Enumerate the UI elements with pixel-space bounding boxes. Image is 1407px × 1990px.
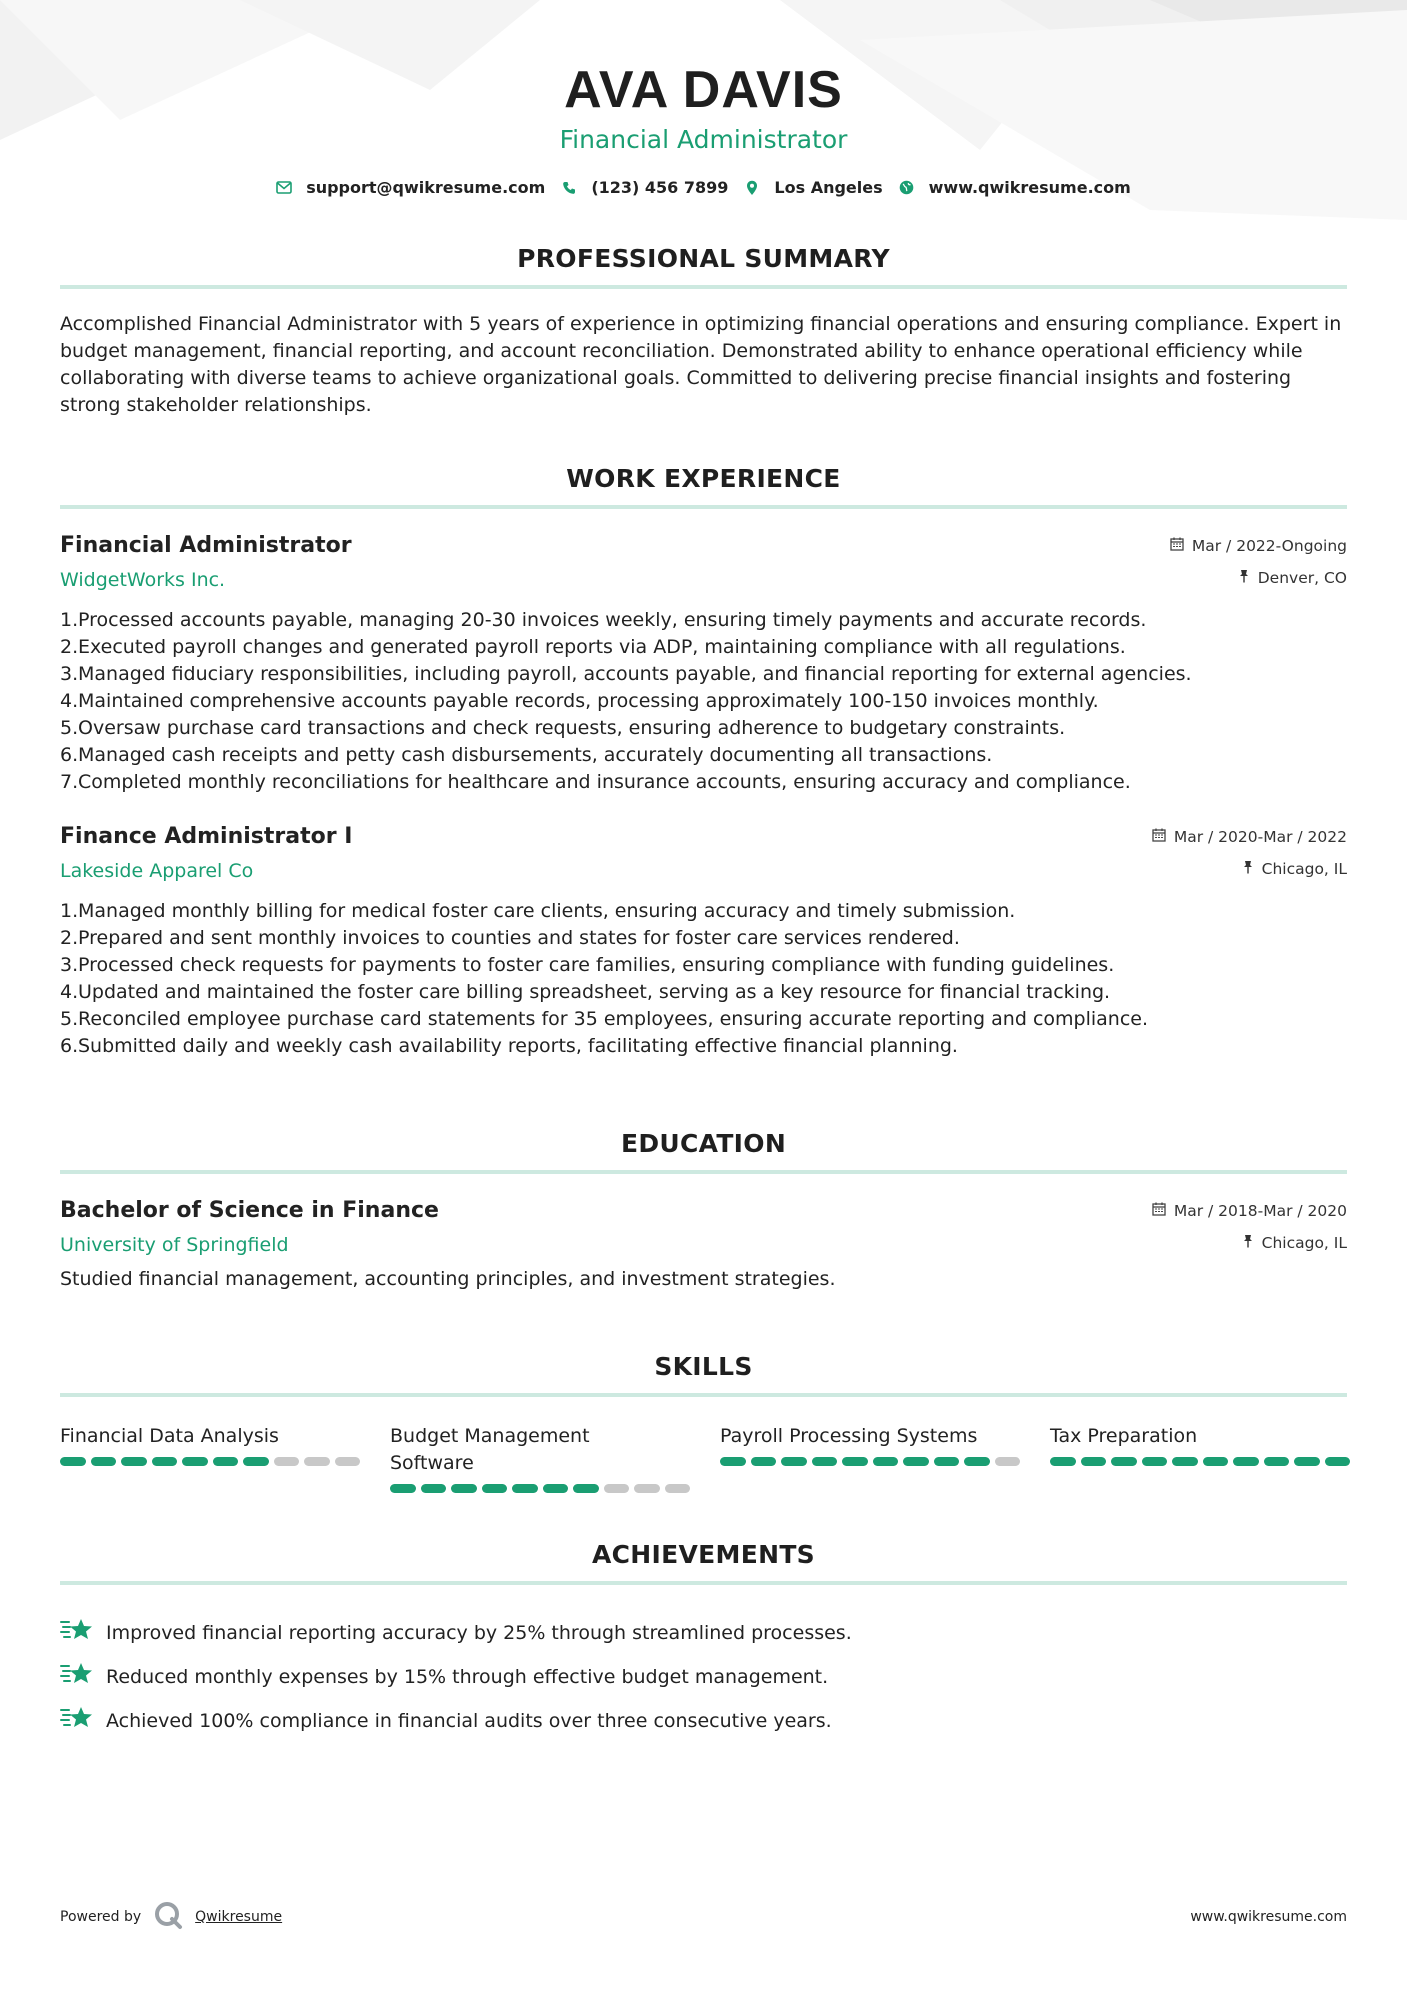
resume-header — [60, 0, 1347, 197]
skills-grid — [60, 1423, 1347, 1493]
skill-item — [1050, 1423, 1350, 1493]
job-title: Financial Administrator — [60, 533, 352, 558]
list-item: 6. Managed cash receipts and petty cash disbursements, accurately documenting all transactions. — [60, 744, 993, 766]
list-item: 6. Submitted daily and weekly cash availability reports, facilitating effective financial planning. — [60, 1035, 958, 1057]
achievement-item: Achieved 100% compliance in financial audits over three consecutive years. — [60, 1699, 1347, 1743]
qwikresume-link[interactable]: Qwikresume — [195, 1909, 283, 1925]
pin-icon — [1238, 567, 1250, 589]
contact-email[interactable]: support@qwikresume.com — [306, 178, 546, 197]
skill-dot-filled — [751, 1457, 777, 1466]
section-divider — [60, 1393, 1347, 1397]
skill-dot-filled — [60, 1457, 86, 1466]
skill-dot-empty — [274, 1457, 300, 1466]
skill-dot-filled — [512, 1484, 538, 1493]
skill-dot-filled — [390, 1484, 416, 1493]
skill-item — [390, 1423, 690, 1493]
list-item: 1. Processed accounts payable, managing 20-30 invoices weekly, ensuring timely payments and accurate records. — [60, 609, 1147, 631]
education-description: Studied financial management, accounting principles, and investment strategies. — [60, 1268, 836, 1290]
job-title: Finance Administrator I — [60, 824, 353, 849]
contact-phone[interactable]: (123) 456 7899 — [591, 178, 729, 197]
job-bullets — [60, 607, 1347, 796]
skill-dot-filled — [421, 1484, 447, 1493]
contact-bar — [60, 178, 1347, 197]
achievement-item: Reduced monthly expenses by 15% through effective budget management. — [60, 1655, 1347, 1699]
section-divider — [60, 1581, 1347, 1585]
skill-dot-filled — [451, 1484, 477, 1493]
pin-icon — [1242, 858, 1254, 880]
skill-dot-filled — [573, 1484, 599, 1493]
list-item: 2. Prepared and sent monthly invoices to counties and states for foster care services rendered. — [60, 927, 960, 949]
skill-dot-empty — [335, 1457, 361, 1466]
candidate-title: Financial Administrator — [559, 125, 848, 154]
skill-name: Payroll Processing Systems — [720, 1425, 978, 1447]
skill-dot-filled — [243, 1457, 269, 1466]
school-name: University of Springfield — [60, 1234, 289, 1256]
summary-section — [60, 243, 1347, 419]
skill-dot-empty — [995, 1457, 1021, 1466]
skill-dot-filled — [121, 1457, 147, 1466]
skill-dot-filled — [964, 1457, 990, 1466]
achievement-item: Improved financial reporting accuracy by 25% through streamlined processes. — [60, 1611, 1347, 1655]
skill-rating — [720, 1457, 1020, 1466]
skill-dot-filled — [1081, 1457, 1107, 1466]
education-location: Chicago, IL — [1261, 1234, 1347, 1252]
education-section — [60, 1128, 1347, 1293]
section-title-summary: PROFESSIONAL SUMMARY — [517, 244, 890, 273]
list-item: 4. Updated and maintained the foster care billing spreadsheet, serving as a key resource for financial tracking. — [60, 981, 1111, 1003]
skill-dot-empty — [634, 1484, 660, 1493]
list-item: 7. Completed monthly reconciliations for healthcare and insurance accounts, ensuring accuracy and compliance. — [60, 771, 1131, 793]
skill-dot-filled — [842, 1457, 868, 1466]
job-company: Lakeside Apparel Co — [60, 860, 254, 882]
list-item: 2. Executed payroll changes and generated payroll reports via ADP, maintaining compliance with all regulations. — [60, 636, 1126, 658]
skill-name: Budget Management Software — [390, 1425, 590, 1474]
skill-rating — [1050, 1457, 1350, 1466]
job-bullets — [60, 898, 1347, 1060]
job-location: Chicago, IL — [1261, 860, 1347, 878]
skill-dot-filled — [903, 1457, 929, 1466]
powered-by-label: Powered by — [60, 1909, 142, 1925]
job-dates: Mar / 2022-Ongoing — [1191, 537, 1347, 555]
skill-dot-filled — [152, 1457, 178, 1466]
list-item: 5. Oversaw purchase card transactions and check requests, ensuring adherence to budgetary constraints. — [60, 717, 1066, 739]
list-item: 3. Managed fiduciary responsibilities, including payroll, accounts payable, and financial reporting for external agencies. — [60, 663, 1192, 685]
skill-dot-filled — [720, 1457, 746, 1466]
globe-icon — [899, 180, 915, 196]
skill-dot-filled — [812, 1457, 838, 1466]
star-icon — [60, 1660, 94, 1694]
skill-dot-filled — [213, 1457, 239, 1466]
qwikresume-logo-icon — [153, 1900, 183, 1934]
list-item: 3. Processed check requests for payments to foster care families, ensuring compliance with funding guidelines. — [60, 954, 1115, 976]
summary-text: Accomplished Financial Administrator with 5 years of experience in optimizing financial operations and ensuring compliance. Expert in budget management, financial reporting, and account reconciliation. Demonstrated ability to enhance operational efficiency while collaborating with diverse teams to achieve organizational goals. Committed to delivering precise financial insights and fostering strong stakeholder relationships. — [60, 313, 1342, 416]
skill-dot-filled — [1203, 1457, 1229, 1466]
skill-dot-filled — [91, 1457, 117, 1466]
section-divider — [60, 505, 1347, 509]
list-item: 4. Maintained comprehensive accounts payable records, processing approximately 100-150 invoices monthly. — [60, 690, 1099, 712]
education-entry — [60, 1196, 1347, 1293]
contact-website[interactable]: www.qwikresume.com — [928, 178, 1131, 197]
skill-dot-empty — [665, 1484, 691, 1493]
skill-item — [720, 1423, 1020, 1493]
skill-dot-filled — [1172, 1457, 1198, 1466]
section-title-achievements: ACHIEVEMENTS — [592, 1540, 815, 1569]
skill-dot-filled — [1264, 1457, 1290, 1466]
degree-title: Bachelor of Science in Finance — [60, 1198, 439, 1223]
skill-dot-filled — [543, 1484, 569, 1493]
education-dates: Mar / 2018-Mar / 2020 — [1173, 1202, 1347, 1220]
job-company: WidgetWorks Inc. — [60, 569, 226, 591]
map-pin-icon — [744, 180, 760, 196]
achievements-list — [60, 1611, 1347, 1743]
skill-rating — [390, 1484, 690, 1493]
section-title-skills: SKILLS — [654, 1352, 753, 1381]
skill-dot-empty — [304, 1457, 330, 1466]
skill-item — [60, 1423, 360, 1493]
skill-dot-empty — [604, 1484, 630, 1493]
envelope-icon — [276, 180, 292, 196]
calendar-icon — [1170, 535, 1184, 557]
candidate-name: AVA DAVIS — [564, 61, 843, 119]
skill-dot-filled — [1142, 1457, 1168, 1466]
list-item: 1. Managed monthly billing for medical foster care clients, ensuring accuracy and timely submission. — [60, 900, 1016, 922]
skill-dot-filled — [934, 1457, 960, 1466]
section-title-experience: WORK EXPERIENCE — [566, 464, 841, 493]
skill-dot-filled — [1050, 1457, 1076, 1466]
list-item: 5. Reconciled employee purchase card statements for 35 employees, ensuring accurate reporting and compliance. — [60, 1008, 1149, 1030]
job-entry — [60, 822, 1347, 1060]
page-footer — [60, 1900, 1347, 1934]
skill-name: Tax Preparation — [1050, 1425, 1198, 1447]
skill-dot-filled — [1111, 1457, 1137, 1466]
skill-dot-filled — [1294, 1457, 1320, 1466]
skill-dot-filled — [1233, 1457, 1259, 1466]
star-icon — [60, 1704, 94, 1738]
pin-icon — [1242, 1232, 1254, 1254]
experience-section — [60, 463, 1347, 1060]
skill-dot-filled — [1325, 1457, 1351, 1466]
section-divider — [60, 285, 1347, 289]
footer-website[interactable]: www.qwikresume.com — [1190, 1909, 1347, 1925]
contact-location: Los Angeles — [774, 178, 883, 197]
section-divider — [60, 1170, 1347, 1174]
calendar-icon — [1152, 826, 1166, 848]
section-title-education: EDUCATION — [620, 1129, 787, 1158]
job-entry — [60, 531, 1347, 796]
skill-rating — [60, 1457, 360, 1466]
star-icon — [60, 1616, 94, 1650]
skill-dot-filled — [182, 1457, 208, 1466]
skills-section — [60, 1351, 1347, 1493]
skill-dot-filled — [781, 1457, 807, 1466]
calendar-icon — [1152, 1200, 1166, 1222]
skill-dot-filled — [482, 1484, 508, 1493]
phone-icon — [561, 180, 577, 196]
skill-dot-filled — [873, 1457, 899, 1466]
job-location: Denver, CO — [1257, 569, 1347, 587]
achievements-section — [60, 1539, 1347, 1743]
skill-name: Financial Data Analysis — [60, 1425, 279, 1447]
job-dates: Mar / 2020-Mar / 2022 — [1173, 828, 1347, 846]
